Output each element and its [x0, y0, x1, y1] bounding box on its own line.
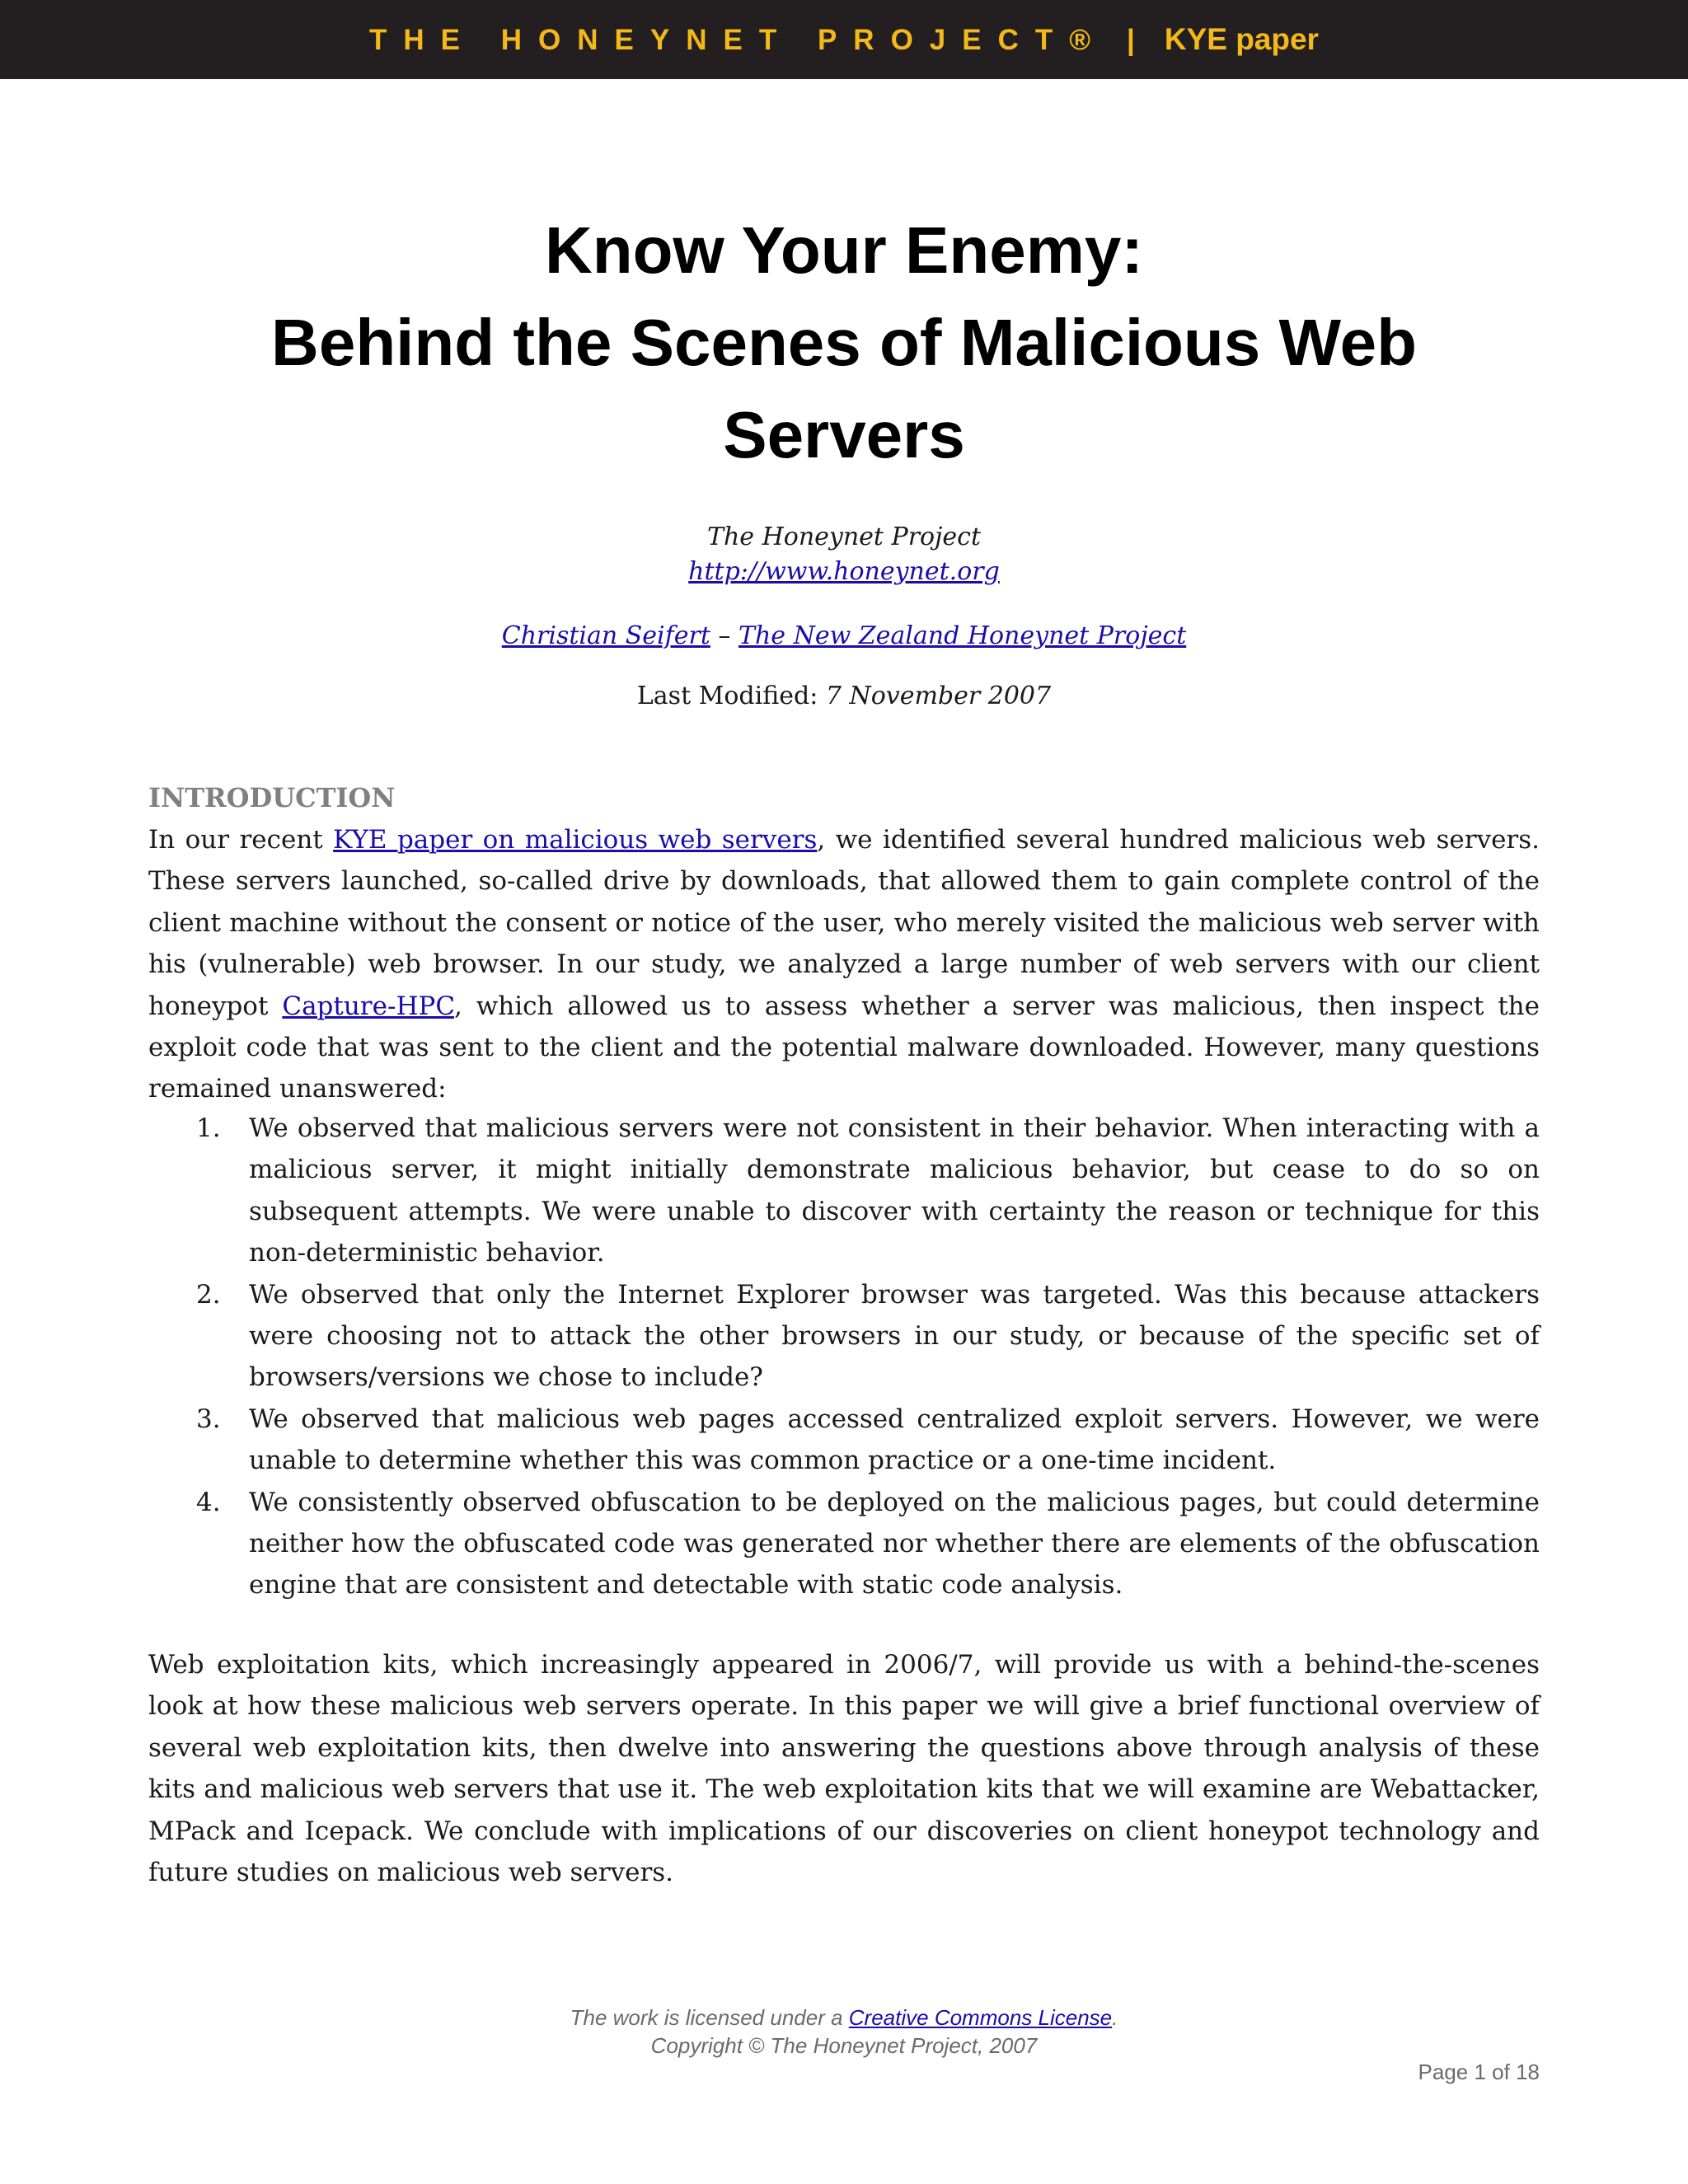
intro-text-start: In our recent — [148, 825, 334, 855]
byline-url-line — [148, 555, 1540, 588]
author-dash: – — [710, 621, 738, 650]
title-line-1: Know Your Enemy: — [544, 213, 1143, 287]
intro-text-end: , which allowed us to assess whether a server was malicious, then inspect the exploit code that was sent to the client and the potential malware downloaded. However, many questions remained unanswered: — [148, 991, 1540, 1104]
honeynet-url-link[interactable]: http://www.honeynet.org — [688, 557, 1000, 586]
header-separator: | — [1127, 24, 1135, 56]
intro-paragraph — [148, 819, 1540, 1110]
list-item-text: We consistently observed obfuscation to be deployed on the malicious pages, but could determine neither how the obfuscated code was generated nor whether there are elements of the obfuscation engine that are consistent and detectable with static code analysis. — [249, 1487, 1540, 1601]
byline-authors — [148, 620, 1540, 653]
affiliation-link[interactable]: The New Zealand Honeynet Project — [738, 621, 1187, 650]
creative-commons-link[interactable]: Creative Commons License — [848, 2005, 1113, 2030]
list-item — [148, 1108, 1540, 1274]
list-item-number: 1. — [196, 1113, 221, 1143]
last-modified-date: 7 November 2007 — [825, 682, 1052, 710]
header-brand: THE HONEYNET PROJECT® — [369, 24, 1108, 56]
byline-org: The Honeynet Project — [706, 523, 982, 551]
list-item-number: 4. — [196, 1487, 221, 1517]
footer-license — [148, 2004, 1540, 2031]
list-item — [148, 1399, 1540, 1482]
capture-hpc-link[interactable]: Capture-HPC — [282, 991, 454, 1021]
title-line-3: Servers — [723, 398, 965, 471]
page-title — [148, 204, 1540, 481]
header-text — [369, 22, 1319, 57]
list-item — [148, 1274, 1540, 1399]
list-item-number: 2. — [196, 1279, 221, 1310]
list-item-number: 3. — [196, 1404, 221, 1434]
list-item-text: We observed that malicious web pages accessed centralized exploit servers. However, we were unable to determine whether this was common practice or a one-time incident. — [249, 1404, 1540, 1476]
footer-copyright: Copyright © The Honeynet Project, 2007 — [650, 2033, 1038, 2058]
license-prefix: The work is licensed under a — [570, 2005, 849, 2030]
kits-paragraph: Web exploitation kits, which increasingly appeared in 2006/7, will provide us with a behind-the-scenes look at how these malicious web servers operate. In this paper we will give a brief functional overview of several web exploitation kits, then dwelve into answering the questions above through analysis of these kits and malicious web servers that use it. The web exploitation kits that we will examine are Webattacker, MPack and Icepack. We conclude with implications of our discoveries on client honeypot technology and future studies on malicious web servers. — [148, 1650, 1540, 1888]
intro-text-middle: , we identified several hundred malicious web servers. These servers launched, so-called drive by downloads, that allowed them to gain complete control of the client machine without the consent or notice of the user, who merely visited the malicious web server with his (vulnerable) web browser. In our study, we analyzed a large number of web servers with our client honeypot — [148, 825, 1540, 1021]
section-heading-introduction: INTRODUCTION — [148, 782, 396, 813]
page-number: Page 1 of 18 — [1418, 2060, 1540, 2084]
list-item-text: We observed that only the Internet Explorer browser was targeted. Was this because attackers were choosing not to attack the other browsers in our study, or because of the specific set of browsers/versions we chose to include? — [249, 1279, 1540, 1393]
kye-paper-link[interactable]: KYE paper on malicious web servers — [333, 825, 818, 855]
last-modified — [148, 680, 1540, 713]
license-suffix: . — [1112, 2005, 1118, 2030]
last-modified-label: Last Modified: — [636, 682, 826, 710]
header-paper-type: KYE paper — [1164, 22, 1319, 56]
title-line-2: Behind the Scenes of Malicious Web — [271, 306, 1417, 379]
questions-list — [148, 1108, 1540, 1606]
list-item-text: We observed that malicious servers were not consistent in their behavior. When interacting with a malicious server, it might initially demonstrate malicious behavior, but cease to do so on subsequent attempts. We were unable to discover with certainty the reason or technique for this non-deterministic behavior. — [249, 1113, 1540, 1268]
list-item — [148, 1482, 1540, 1606]
header-bar — [0, 0, 1688, 79]
author-link[interactable]: Christian Seifert — [501, 621, 710, 650]
